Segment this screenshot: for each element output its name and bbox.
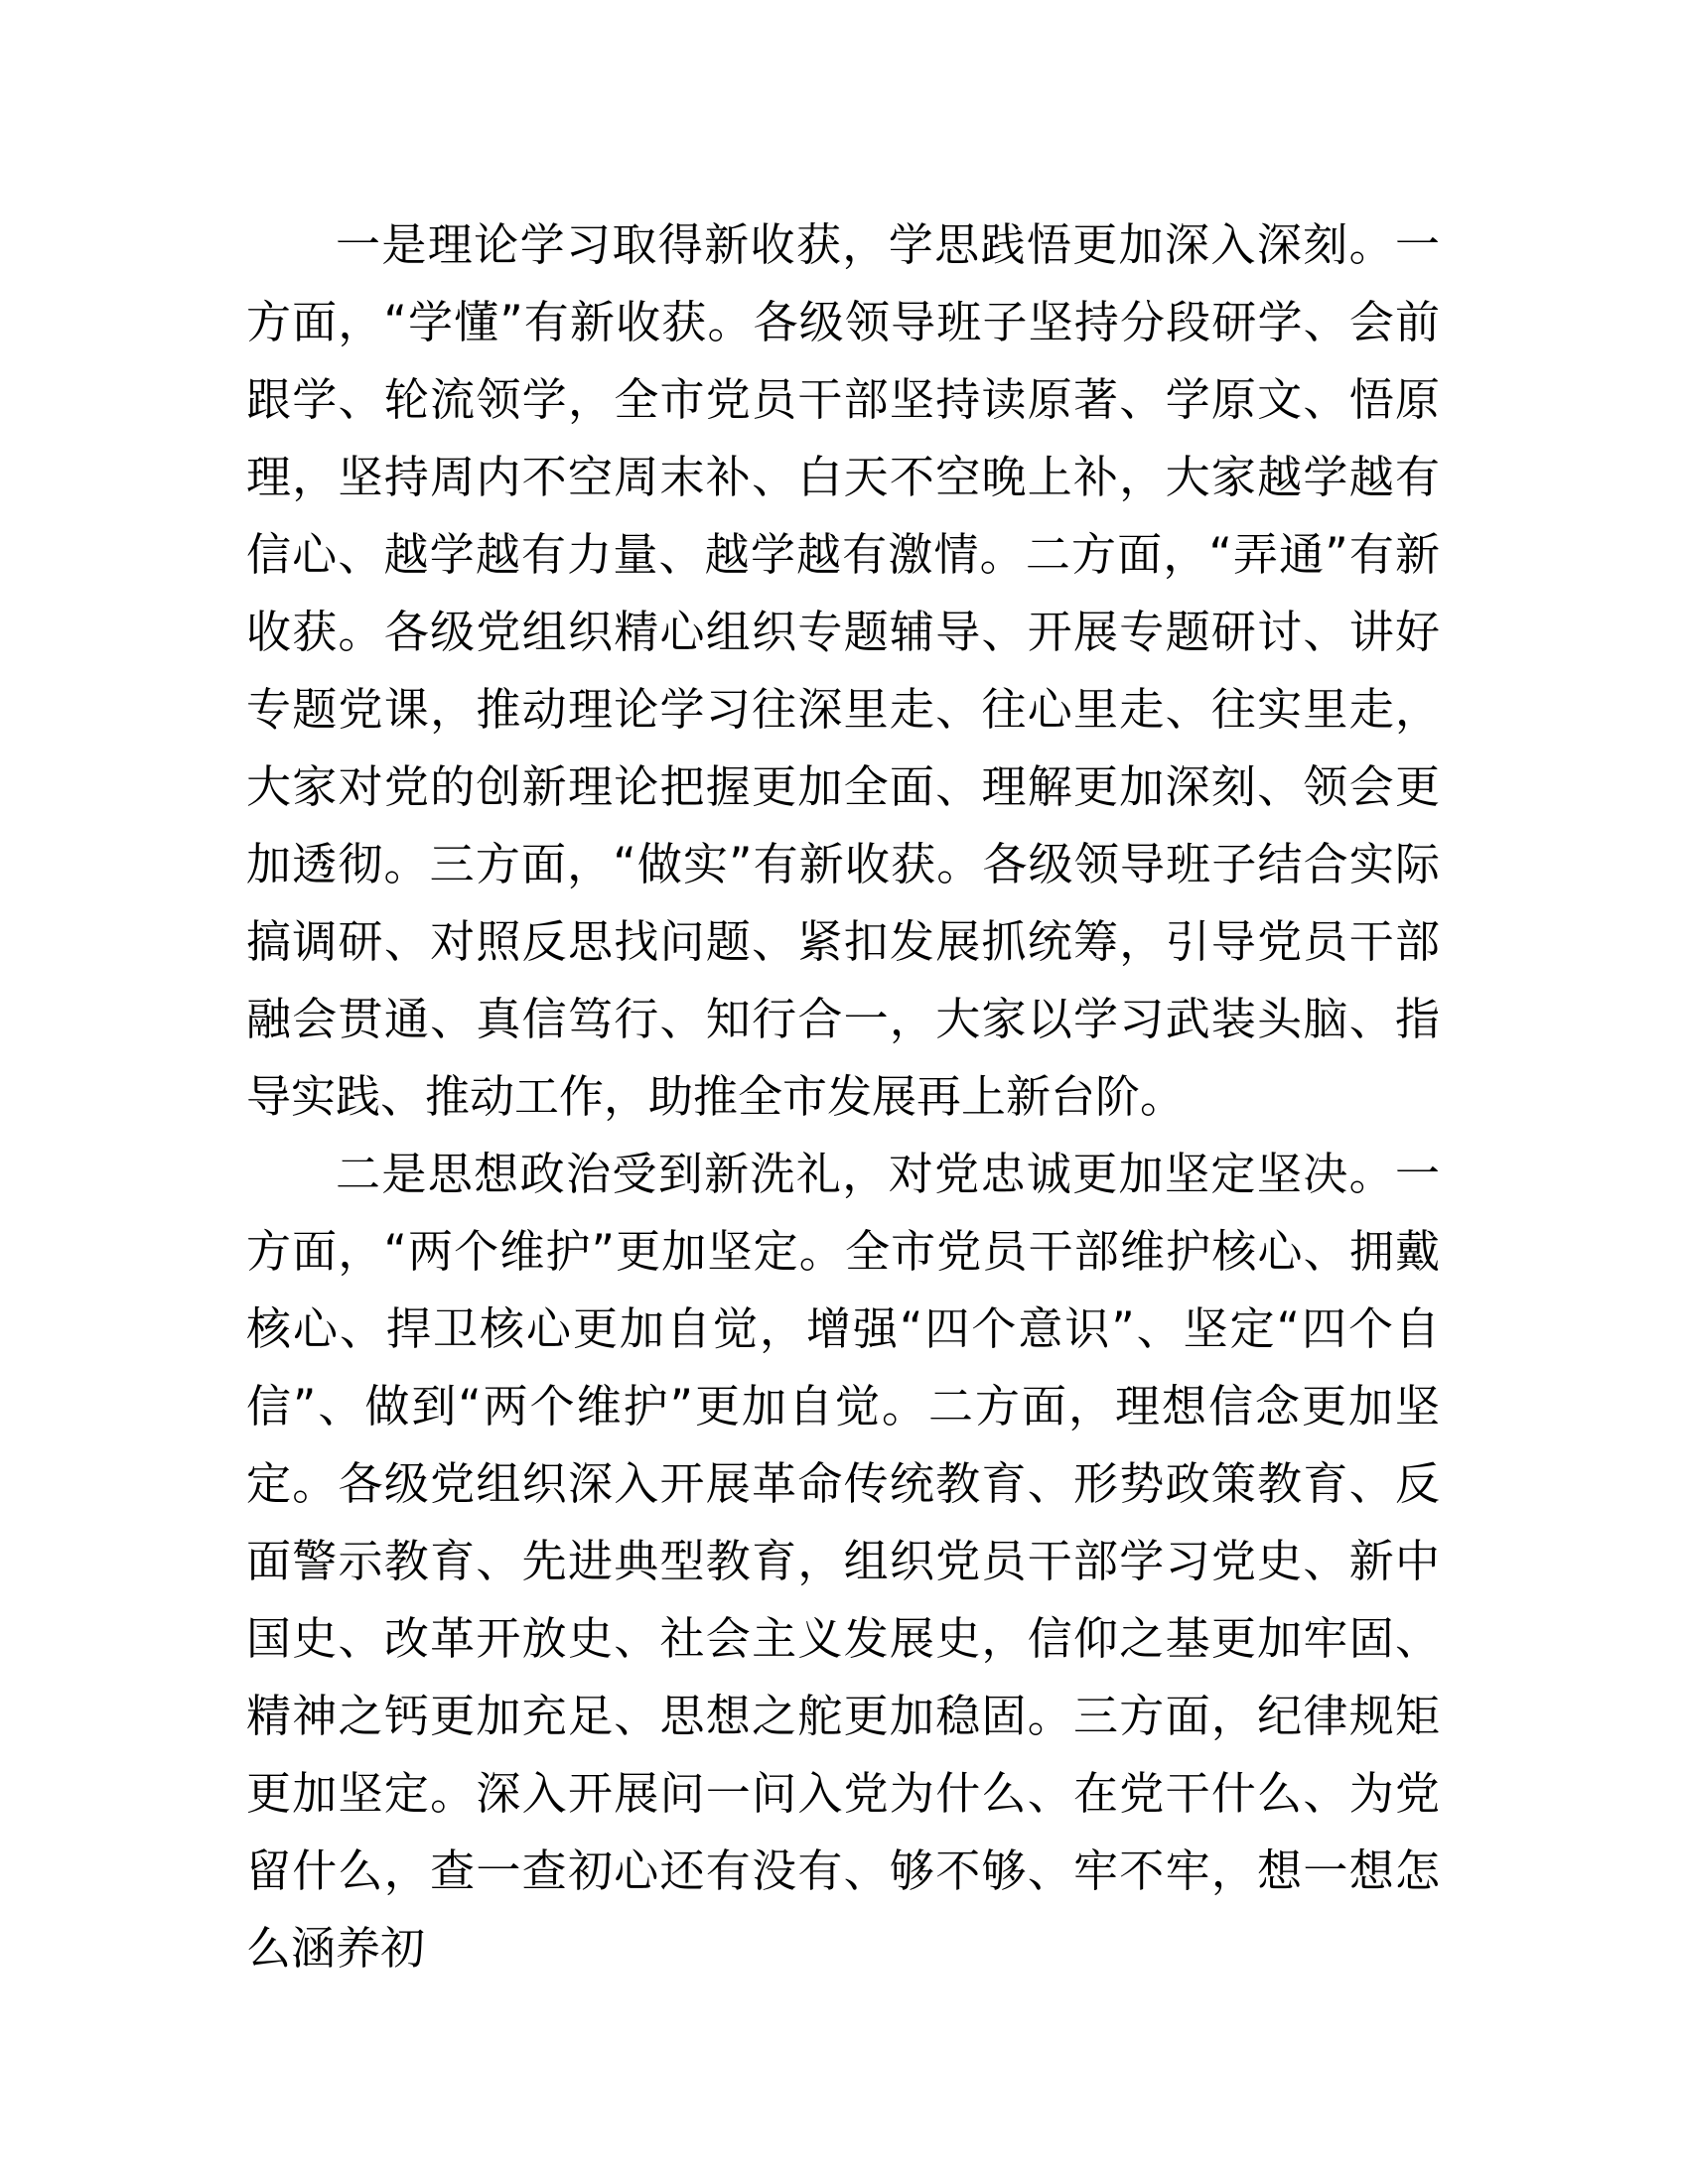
paragraph-theory-study: 一是理论学习取得新收获，学思践悟更加深入深刻。一方面，“学懂”有新收获。各级领导班子坚持分段研学、会前跟学、轮流领学，全市党员干部坚持读原著、学原文、悟原理，坚持周内不空周末补、白天不空晚上补，大家越学越有信心、越学越有力量、越学越有激情。二方面，“弄通”有新收获。各级党组织精心组织专题辅导、开展专题研讨、讲好专题党课，推动理论学习往深里走、往心里走、往实里走，大家对党的创新理论把握更加全面、理解更加深刻、领会更加透彻。三方面，“做实”有新收获。各级领导班子结合实际搞调研、对照反思找问题、紧扣发展抓统筹，引导党员干部融会贯通、真信笃行、知行合一，大家以学习武装头脑、指导实践、推动工作，助推全市发展再上新台阶。: [246, 218, 1440, 1123]
document-body: [246, 206, 1440, 1987]
paragraph-political-thought: 二是思想政治受到新洗礼，对党忠诚更加坚定坚决。一方面，“两个维护”更加坚定。全市党员干部维护核心、拥戴核心、捍卫核心更加自觉，增强“四个意识”、坚定“四个自信”、做到“两个维护”更加自觉。二方面，理想信念更加坚定。各级党组织深入开展革命传统教育、形势政策教育、反面警示教育、先进典型教育，组织党员干部学习党史、新中国史、改革开放史、社会主义发展史，信仰之基更加牢固、精神之钙更加充足、思想之舵更加稳固。三方面，纪律规矩更加坚定。深入开展问一问入党为什么、在党干什么、为党留什么，查一查初心还有没有、够不够、牢不牢，想一想怎么涵养初: [246, 1148, 1440, 1975]
